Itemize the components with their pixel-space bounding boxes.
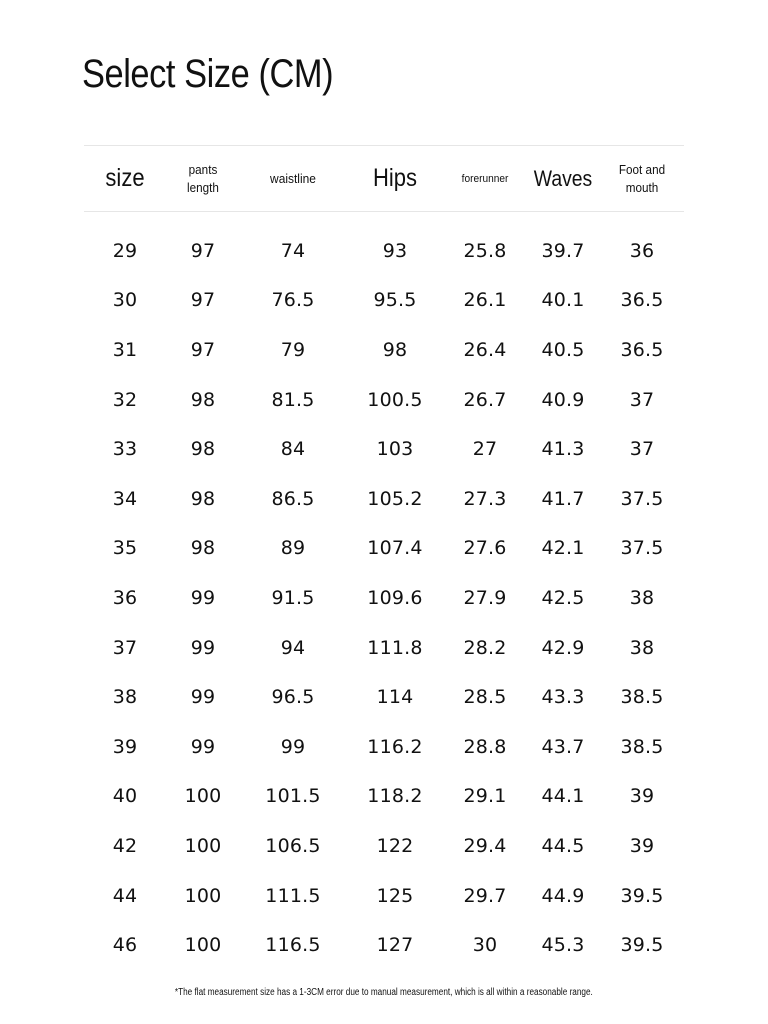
cell-waves: 41.7 — [541, 487, 585, 510]
header-waistline: waistline — [270, 171, 316, 186]
cell-hips: 125 — [376, 884, 414, 907]
table-row — [84, 375, 684, 425]
cell-hips: 98 — [382, 338, 408, 361]
table-row — [84, 573, 684, 623]
cell-forerunner: 26.7 — [463, 388, 507, 411]
cell-hips: 93 — [382, 239, 408, 262]
cell-waistline: 76.5 — [271, 289, 315, 312]
cell-forerunner: 28.2 — [463, 636, 507, 659]
cell-waistline: 74 — [280, 239, 306, 262]
cell-size: 36 — [112, 586, 138, 609]
cell-pants-length: 99 — [190, 586, 216, 609]
cell-foot-mouth: 37 — [629, 438, 655, 461]
cell-hips: 107.4 — [367, 537, 423, 560]
cell-size: 32 — [112, 388, 138, 411]
cell-foot-mouth: 39.5 — [620, 934, 664, 957]
cell-foot-mouth: 38.5 — [620, 686, 664, 709]
cell-waistline: 81.5 — [271, 388, 315, 411]
cell-foot-mouth: 39 — [629, 834, 655, 857]
cell-forerunner: 27.3 — [463, 487, 507, 510]
cell-foot-mouth: 38.5 — [620, 735, 664, 758]
cell-size: 34 — [112, 487, 138, 510]
cell-waves: 43.7 — [541, 735, 585, 758]
cell-forerunner: 30 — [472, 934, 498, 957]
cell-waistline: 79 — [280, 338, 306, 361]
table-row — [84, 871, 684, 921]
cell-hips: 100.5 — [367, 388, 423, 411]
cell-size: 30 — [112, 289, 138, 312]
cell-pants-length: 99 — [190, 636, 216, 659]
cell-pants-length: 100 — [184, 884, 222, 907]
cell-waves: 40.5 — [541, 338, 585, 361]
footnote-text: *The flat measurement size has a 1-3CM error due to manual measurement, which is all within a reasonable range. — [175, 987, 593, 998]
cell-foot-mouth: 38 — [629, 586, 655, 609]
cell-waves: 43.3 — [541, 686, 585, 709]
cell-size: 46 — [112, 934, 138, 957]
table-row — [84, 325, 684, 375]
table-row — [84, 474, 684, 524]
header-foot-mouth-line1: Foot and — [618, 161, 666, 177]
page-title: Select Size (CM) — [82, 52, 334, 96]
header-pants-length-line1: pants — [188, 161, 218, 177]
cell-waistline: 116.5 — [265, 934, 321, 957]
cell-waves: 41.3 — [541, 438, 585, 461]
cell-hips: 114 — [376, 686, 414, 709]
header-hips: Hips — [372, 164, 417, 192]
cell-pants-length: 100 — [184, 785, 222, 808]
cell-foot-mouth: 39.5 — [620, 884, 664, 907]
cell-waistline: 94 — [280, 636, 306, 659]
cell-waves: 45.3 — [541, 934, 585, 957]
cell-hips: 111.8 — [367, 636, 423, 659]
header-pants-length — [167, 146, 239, 211]
cell-foot-mouth: 36.5 — [620, 289, 664, 312]
table-row — [84, 276, 684, 326]
cell-pants-length: 98 — [190, 537, 216, 560]
cell-waves: 42.9 — [541, 636, 585, 659]
cell-pants-length: 99 — [190, 686, 216, 709]
cell-waves: 40.1 — [541, 289, 585, 312]
cell-waistline: 89 — [280, 537, 306, 560]
cell-pants-length: 97 — [190, 239, 216, 262]
header-bottom-divider — [84, 211, 684, 212]
cell-pants-length: 100 — [184, 834, 222, 857]
cell-size: 39 — [112, 735, 138, 758]
table-row — [84, 672, 684, 722]
header-size: size — [105, 164, 145, 192]
cell-forerunner: 26.4 — [463, 338, 507, 361]
cell-waves: 42.1 — [541, 537, 585, 560]
cell-forerunner: 25.8 — [463, 239, 507, 262]
cell-size: 35 — [112, 537, 138, 560]
cell-waistline: 91.5 — [271, 586, 315, 609]
cell-size: 33 — [112, 438, 138, 461]
cell-pants-length: 98 — [190, 438, 216, 461]
table-row — [84, 424, 684, 474]
cell-foot-mouth: 38 — [629, 636, 655, 659]
cell-pants-length: 99 — [190, 735, 216, 758]
cell-forerunner: 26.1 — [463, 289, 507, 312]
cell-forerunner: 28.5 — [463, 686, 507, 709]
cell-pants-length: 100 — [184, 934, 222, 957]
cell-pants-length: 97 — [190, 338, 216, 361]
cell-size: 38 — [112, 686, 138, 709]
cell-pants-length: 98 — [190, 388, 216, 411]
cell-hips: 127 — [376, 934, 414, 957]
cell-forerunner: 29.7 — [463, 884, 507, 907]
cell-waistline: 86.5 — [271, 487, 315, 510]
cell-waves: 40.9 — [541, 388, 585, 411]
cell-foot-mouth: 37.5 — [620, 487, 664, 510]
table-body — [84, 226, 684, 970]
cell-size: 44 — [112, 884, 138, 907]
cell-size: 40 — [112, 785, 138, 808]
cell-forerunner: 27 — [472, 438, 498, 461]
table-row — [84, 226, 684, 276]
table-row — [84, 524, 684, 574]
table-header-row — [84, 146, 684, 211]
cell-forerunner: 29.4 — [463, 834, 507, 857]
cell-hips: 105.2 — [367, 487, 423, 510]
cell-waves: 44.9 — [541, 884, 585, 907]
header-waves: Waves — [533, 165, 593, 191]
cell-hips: 95.5 — [373, 289, 417, 312]
cell-pants-length: 97 — [190, 289, 216, 312]
header-pants-length-line2: length — [187, 179, 219, 195]
cell-foot-mouth: 36.5 — [620, 338, 664, 361]
cell-waistline: 111.5 — [265, 884, 321, 907]
cell-forerunner: 28.8 — [463, 735, 507, 758]
cell-foot-mouth: 36 — [629, 239, 655, 262]
cell-waistline: 96.5 — [271, 686, 315, 709]
cell-waistline: 106.5 — [265, 834, 321, 857]
footnote — [0, 987, 768, 998]
cell-foot-mouth: 37.5 — [620, 537, 664, 560]
cell-waves: 44.5 — [541, 834, 585, 857]
cell-foot-mouth: 37 — [629, 388, 655, 411]
cell-hips: 122 — [376, 834, 414, 857]
cell-hips: 109.6 — [367, 586, 423, 609]
header-foot-mouth-line2: mouth — [625, 179, 659, 195]
cell-waves: 44.1 — [541, 785, 585, 808]
table-row — [84, 821, 684, 871]
cell-forerunner: 29.1 — [463, 785, 507, 808]
cell-size: 31 — [112, 338, 138, 361]
cell-foot-mouth: 39 — [629, 785, 655, 808]
cell-forerunner: 27.9 — [463, 586, 507, 609]
table-row — [84, 722, 684, 772]
cell-hips: 118.2 — [367, 785, 423, 808]
cell-hips: 103 — [376, 438, 414, 461]
cell-waistline: 99 — [280, 735, 306, 758]
cell-waistline: 101.5 — [265, 785, 321, 808]
table-row — [84, 920, 684, 970]
header-foot-mouth — [606, 146, 678, 211]
cell-waves: 39.7 — [541, 239, 585, 262]
cell-hips: 116.2 — [367, 735, 423, 758]
cell-size: 42 — [112, 834, 138, 857]
cell-size: 37 — [112, 636, 138, 659]
size-table — [84, 146, 684, 957]
table-row — [84, 772, 684, 822]
cell-forerunner: 27.6 — [463, 537, 507, 560]
cell-pants-length: 98 — [190, 487, 216, 510]
header-forerunner: forerunner — [461, 172, 509, 185]
table-row — [84, 623, 684, 673]
cell-waistline: 84 — [280, 438, 306, 461]
cell-size: 29 — [112, 239, 138, 262]
cell-waves: 42.5 — [541, 586, 585, 609]
